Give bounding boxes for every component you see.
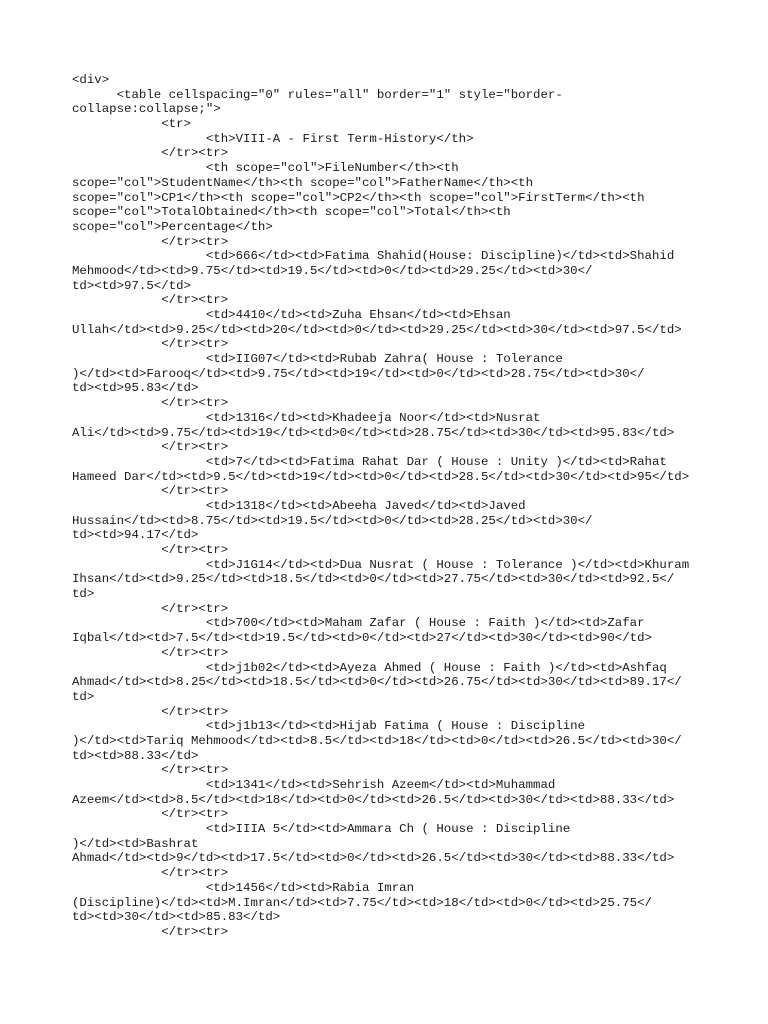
code-line: <td>J1G14</td><td>Dua Nusrat ( House : Tolerance )</td><td>Khuram [72, 557, 690, 572]
code-line: Hussain</td><td>8.75</td><td>19.5</td><td>0</td><td>28.25</td><td>30</ [72, 513, 593, 528]
code-line: </tr><tr> [72, 866, 229, 881]
code-line: </tr><tr> [72, 293, 229, 308]
code-line: <td>IIIA 5</td><td>Ammara Ch ( House : Discipline [72, 822, 571, 837]
code-line: </tr><tr> [72, 440, 229, 455]
code-line: Ahmad</td><td>9</td><td>17.5</td><td>0</td><td>26.5</td><td>30</td><td>88.33</td> [72, 851, 675, 866]
code-line: <td>1341</td><td>Sehrish Azeem</td><td>Muhammad [72, 778, 556, 792]
code-line: td><td>97.5</td> [72, 278, 191, 293]
code-line: scope="col">TotalObtained</th><th scope="col">Total</th><th [72, 205, 511, 220]
code-line: collapse:collapse;"> [72, 102, 221, 117]
code-line: </tr><tr> [72, 763, 229, 778]
code-line: )</td><td>Tariq Mehmood</td><td>8.5</td><td>18</td><td>0</td><td>26.5</td><td>30</ [72, 733, 682, 748]
code-line: Ihsan</td><td>9.25</td><td>18.5</td><td>0</td><td>27.75</td><td>30</td><td>92.5</ [72, 572, 675, 587]
code-line: td><td>94.17</td> [72, 528, 199, 543]
code-line: </tr><tr> [72, 601, 229, 616]
code-line: <td>700</td><td>Maham Zafar ( House : Faith )</td><td>Zafar [72, 616, 645, 631]
code-line: td><td>30</td><td>85.83</td> [72, 910, 281, 925]
code-line: Ahmad</td><td>8.25</td><td>18.5</td><td>0</td><td>26.75</td><td>30</td><td>89.17</ [72, 675, 682, 690]
code-line: <td>1318</td><td>Abeeha Javed</td><td>Javed [72, 498, 526, 513]
code-line: </tr><tr> [72, 484, 229, 499]
code-line: </tr><tr> [72, 146, 229, 161]
code-line: <th scope="col">FileNumber</th><th [72, 161, 459, 176]
code-line: <td>666</td><td>Fatima Shahid(House: Discipline)</td><td>Shahid [72, 249, 675, 264]
code-line: td> [72, 689, 95, 704]
code-line: <td>1456</td><td>Rabia Imran [72, 880, 415, 895]
code-line: </tr><tr> [72, 924, 229, 939]
code-line: Hameed Dar</td><td>9.5</td><td>19</td><td>0</td><td>28.5</td><td>30</td><td>95</td> [72, 469, 690, 484]
code-line: scope="col">StudentName</th><th scope="col">FatherName</th><th [72, 175, 534, 190]
code-line: Iqbal</td><td>7.5</td><td>19.5</td><td>0</td><td>27</td><td>30</td><td>90</td> [72, 631, 652, 646]
code-line: )</td><td>Bashrat [72, 836, 199, 851]
code-line: </tr><tr> [72, 704, 229, 719]
code-line: td><td>95.83</td> [72, 381, 199, 396]
code-line: </tr><tr> [72, 337, 229, 352]
code-line: <td>j1b13</td><td>Hijab Fatima ( House : Discipline [72, 719, 586, 734]
code-line: </tr><tr> [72, 807, 229, 822]
code-line: <table cellspacing="0" rules="all" border="1" style="border- [72, 87, 563, 102]
code-line: <td>j1b02</td><td>Ayeza Ahmed ( House : Faith )</td><td>Ashfaq [72, 660, 667, 675]
code-line: <td>7</td><td>Fatima Rahat Dar ( House : Unity )</td><td>Rahat [72, 454, 667, 469]
code-line: scope="col">Percentage</th> [72, 219, 273, 234]
code-line: td><td>88.33</td> [72, 748, 199, 763]
code-line: </tr><tr> [72, 645, 229, 660]
code-line: Ali</td><td>9.75</td><td>19</td><td>0</td><td>28.75</td><td>30</td><td>95.83</td> [72, 425, 675, 440]
code-line: scope="col">CP1</th><th scope="col">CP2</th><th scope="col">FirstTerm</th><th [72, 190, 645, 205]
code-line: Azeem</td><td>8.5</td><td>18</td><td>0</td><td>26.5</td><td>30</td><td>88.33</td> [72, 792, 675, 807]
code-line: <th>VIII-A - First Term-History</th> [72, 131, 474, 146]
code-line: )</td><td>Farooq</td><td>9.75</td><td>19</td><td>0</td><td>28.75</td><td>30</ [72, 366, 645, 381]
code-line: <td>4410</td><td>Zuha Ehsan</td><td>Ehsan [72, 308, 511, 322]
document-body [72, 73, 722, 940]
code-line: </tr><tr> [72, 234, 229, 249]
code-line: td> [72, 587, 95, 602]
code-line: </tr><tr> [72, 396, 229, 411]
code-line: (Discipline)</td><td>M.Imran</td><td>7.75</td><td>18</td><td>0</td><td>25.75</ [72, 895, 652, 910]
code-line: <tr> [72, 117, 191, 132]
code-line: </tr><tr> [72, 543, 229, 557]
code-line: Mehmood</td><td>9.75</td><td>19.5</td><td>0</td><td>29.25</td><td>30</ [72, 263, 593, 278]
code-line: <td>1316</td><td>Khadeeja Noor</td><td>Nusrat [72, 410, 541, 425]
code-line: <td>IIG07</td><td>Rubab Zahra( House : Tolerance [72, 352, 563, 367]
code-line: <div> [72, 73, 110, 87]
code-line: Ullah</td><td>9.25</td><td>20</td><td>0</td><td>29.25</td><td>30</td><td>97.5</td> [72, 322, 682, 337]
